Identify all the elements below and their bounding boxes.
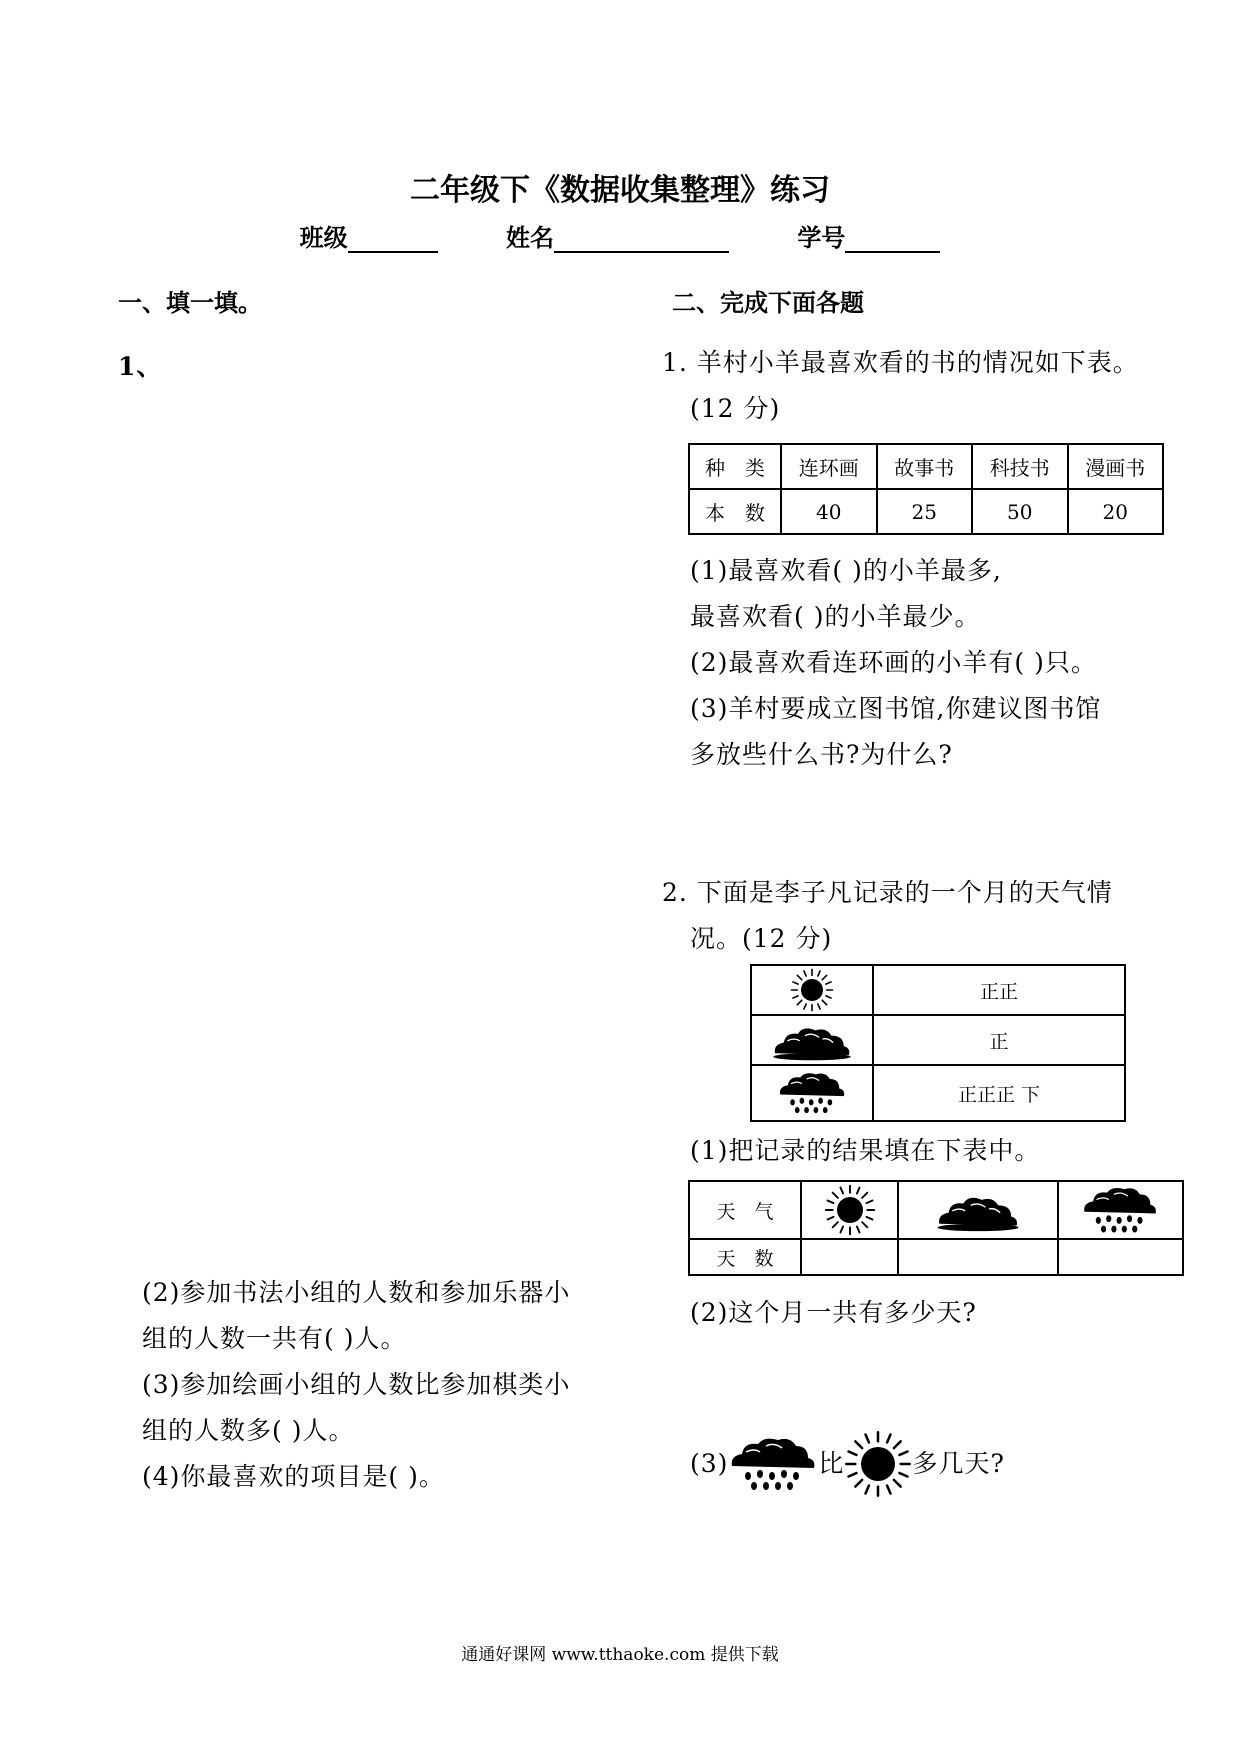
- q2-line-b: 组的人数一共有( )人。: [142, 1324, 407, 1353]
- p1-line1: 1. 羊村小羊最喜欢看的书的情况如下表。: [662, 348, 1139, 377]
- student-info-line: [0, 218, 1240, 253]
- weather-icon-cell: [1058, 1181, 1183, 1239]
- table-cell: 故事书: [877, 444, 973, 489]
- cloud-icon: [764, 1018, 860, 1062]
- table-cell: 连环画: [781, 444, 877, 489]
- book-table: [688, 443, 1164, 535]
- class-label: 班级: [299, 224, 348, 252]
- name-blank[interactable]: [554, 251, 729, 253]
- number-blank[interactable]: [845, 251, 940, 253]
- tally-row: [751, 1015, 1125, 1065]
- tally-row: [751, 965, 1125, 1015]
- tally-row: [751, 1065, 1125, 1121]
- tally-marks: 正正: [873, 965, 1125, 1015]
- p2-s3-suffix: 多几天?: [912, 1449, 1005, 1478]
- tally-icon-cell: [751, 965, 873, 1015]
- tally-icon-cell: [751, 1015, 873, 1065]
- rain-cloud-icon: [777, 1069, 847, 1117]
- table-cell: 50: [972, 489, 1068, 534]
- question-1-label: 1、: [118, 352, 163, 381]
- days-label-cell: 天 数: [689, 1239, 801, 1275]
- footer-credit: 通通好课网 www.tthaoke.com 提供下载: [461, 1645, 779, 1665]
- table-cell: 种 类: [689, 444, 781, 489]
- tally-marks: 正正正 下: [873, 1065, 1125, 1121]
- days-answer-cell[interactable]: [1058, 1239, 1183, 1275]
- table-cell: 25: [877, 489, 973, 534]
- days-answer-cell[interactable]: [898, 1239, 1058, 1275]
- name-label: 姓名: [506, 224, 554, 252]
- book-table-header-row: [689, 444, 1163, 489]
- q3-line-b: 组的人数多( )人。: [142, 1416, 355, 1445]
- sun-icon: [787, 968, 837, 1012]
- sun-icon: [844, 1430, 912, 1498]
- p1-s1a: (1)最喜欢看( )的小羊最多,: [690, 556, 1002, 585]
- table-cell: 40: [781, 489, 877, 534]
- section-one-title: 一、填一填。: [118, 289, 262, 317]
- q2-line-a: (2)参加书法小组的人数和参加乐器小: [142, 1278, 571, 1307]
- left-subquestions: [142, 1270, 642, 1500]
- weather-count-table: [688, 1180, 1184, 1276]
- weather-icon-cell: [898, 1181, 1058, 1239]
- weather-row: [689, 1181, 1183, 1239]
- problem-2-intro: [662, 870, 1202, 962]
- rain-cloud-icon: [1081, 1184, 1159, 1236]
- tally-icon-cell: [751, 1065, 873, 1121]
- class-blank[interactable]: [348, 251, 438, 253]
- days-row: [689, 1239, 1183, 1275]
- weather-icon-cell: [801, 1181, 898, 1239]
- book-table-value-row: [689, 489, 1163, 534]
- tally-marks: 正: [873, 1015, 1125, 1065]
- table-cell: 本 数: [689, 489, 781, 534]
- cloud-icon: [928, 1187, 1028, 1233]
- p2-s3-line: [690, 1430, 1005, 1498]
- p1-s3b: 多放些什么书?为什么?: [690, 740, 953, 769]
- rain-cloud-icon: [728, 1430, 818, 1498]
- section-two-title: 二、完成下面各题: [672, 289, 864, 317]
- problem-1-intro: [662, 340, 1202, 432]
- weather-tally-table: [750, 964, 1126, 1122]
- q4-line: (4)你最喜欢的项目是( )。: [142, 1462, 445, 1491]
- table-cell: 20: [1068, 489, 1164, 534]
- p2-s1: (1)把记录的结果填在下表中。: [690, 1136, 1041, 1165]
- p2-s3-prefix: (3): [690, 1449, 729, 1478]
- p1-s1b: 最喜欢看( )的小羊最少。: [690, 602, 981, 631]
- sun-icon: [820, 1184, 880, 1236]
- page-title: 二年级下《数据收集整理》练习: [410, 173, 830, 208]
- p1-s3a: (3)羊村要成立图书馆,你建议图书馆: [690, 694, 1102, 723]
- table-cell: 科技书: [972, 444, 1068, 489]
- p2-line2: 况。(12 分): [690, 924, 833, 953]
- table-cell: 漫画书: [1068, 444, 1164, 489]
- number-label: 学号: [797, 224, 846, 252]
- days-answer-cell[interactable]: [801, 1239, 898, 1275]
- p1-s2: (2)最喜欢看连环画的小羊有( )只。: [690, 648, 1097, 677]
- p2-s2: (2)这个月一共有多少天?: [690, 1298, 977, 1327]
- q3-line-a: (3)参加绘画小组的人数比参加棋类小: [142, 1370, 571, 1399]
- p2-s3-mid: 比: [818, 1449, 845, 1478]
- weather-label-cell: 天 气: [689, 1181, 801, 1239]
- problem-1-subquestions: [690, 548, 1210, 778]
- p1-line2: (12 分): [690, 394, 781, 423]
- p2-line1: 2. 下面是李子凡记录的一个月的天气情: [662, 878, 1113, 907]
